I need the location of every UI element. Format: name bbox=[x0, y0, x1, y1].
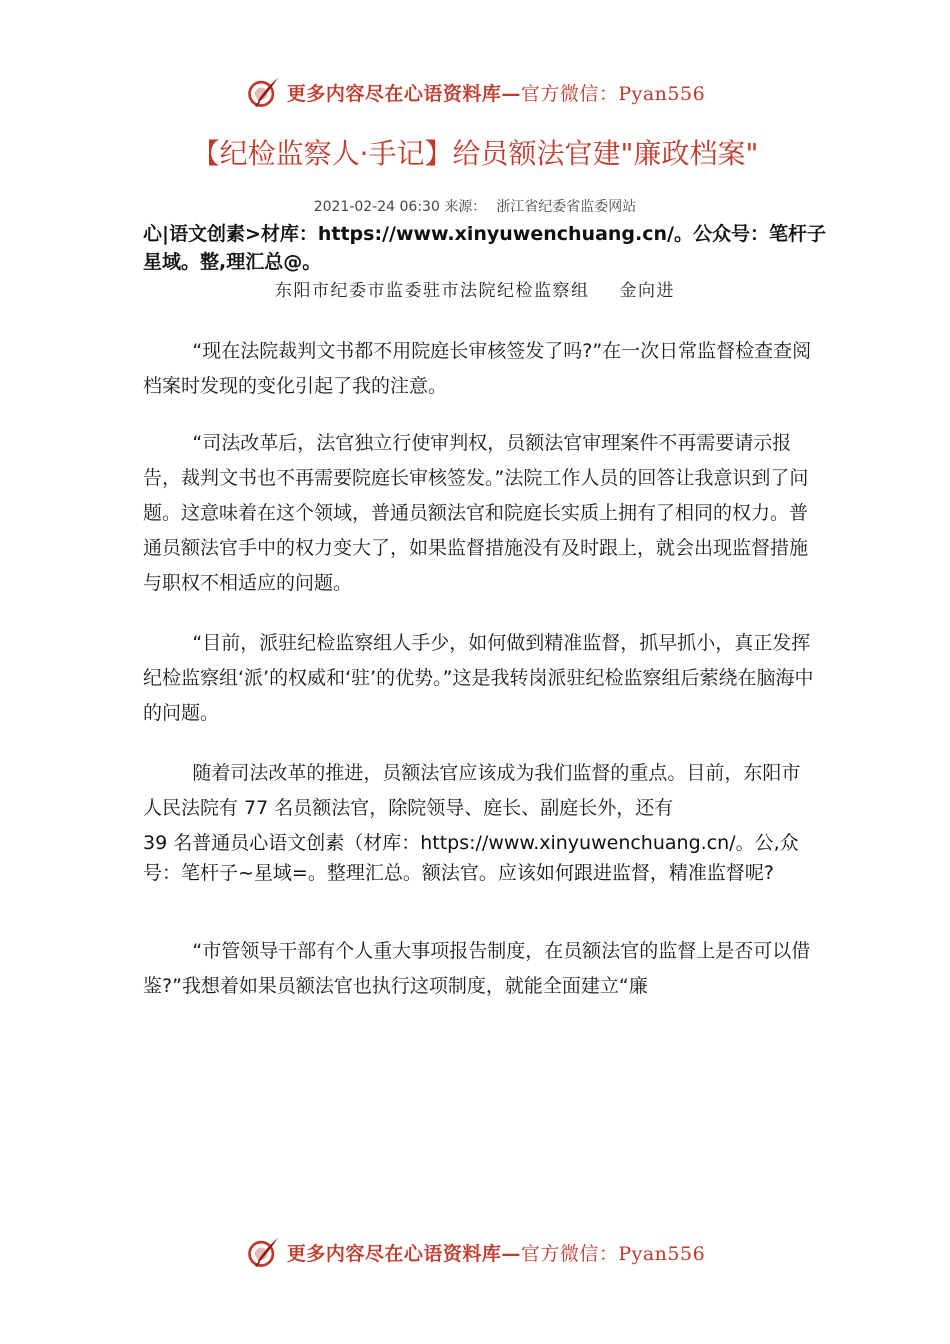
banner-contact: 官方微信：Pyan556 bbox=[520, 1242, 706, 1265]
source-label: 来源： bbox=[444, 199, 487, 215]
paragraph: “市管领导干部有个人重大事项报告制度，在员额法官的监督上是否可以借鉴?”我想着如果员额法官也执行这项制度，就能全面建立“廉 bbox=[143, 940, 811, 997]
watermark-text: 心|语文创素>材库：https://www.xinyuwenchuang.cn/。公众号：笔杆子星域。整,理汇总@。 bbox=[143, 223, 826, 273]
banner-text: 更多内容尽在心语资料库—官方微信：Pyan556 bbox=[286, 82, 706, 105]
quill-logo-icon bbox=[245, 74, 281, 110]
author-org: 东阳市纪委市监委驻市法院纪检监察组 bbox=[275, 281, 590, 301]
author-line bbox=[0, 276, 950, 301]
article-meta bbox=[0, 196, 950, 216]
article-datetime: 2021-02-24 06:30 bbox=[313, 199, 440, 215]
watermark-text: 39 名普通员心语文创素（材库：https://www.xinyuwenchuang.cn/。公,众号：笔杆子~星域=。整理汇总。额法官。应该如何跟进监督，精准监督呢? bbox=[143, 832, 799, 884]
footer-banner bbox=[0, 1232, 950, 1272]
header-banner bbox=[0, 72, 950, 112]
article-title: 【纪检监察人·手记】给员额法官建"廉政档案" bbox=[191, 137, 759, 170]
banner-text: 更多内容尽在心语资料库—官方微信：Pyan556 bbox=[286, 1242, 706, 1265]
banner-contact: 官方微信：Pyan556 bbox=[520, 82, 706, 105]
quill-logo-icon bbox=[245, 1234, 281, 1270]
article-source: 浙江省纪委省监委网站 bbox=[496, 199, 637, 215]
paragraph: 随着司法改革的推进，员额法官应该成为我们监督的重点。目前，东阳市人民法院有 77 名员额法官，除院领导、庭长、副庭长外，还有 bbox=[143, 762, 801, 819]
paragraph: “司法改革后，法官独立行使审判权，员额法官审理案件不再需要请示报告，裁判文书也不再需要院庭长审核签发。”法院工作人员的回答让我意识到了问题。这意味着在这个领域，普通员额法官和院庭长实质上拥有了相同的权力。普通员额法官手中的权力变大了，如果监督措施没有及时跟上，就会出现监督措施与职权不相适应的问题。 bbox=[143, 432, 809, 594]
author-name: 金向进 bbox=[619, 281, 675, 301]
paragraph: “现在法院裁判文书都不用院庭长审核签发了吗?”在一次日常监督检查查阅档案时发现的变化引起了我的注意。 bbox=[143, 340, 812, 397]
paragraph: “目前，派驻纪检监察组人手少，如何做到精准监督，抓早抓小，真正发挥纪检监察组‘派’的权威和‘驻’的优势。”这是我转岗派驻纪检监察组后萦绕在脑海中的问题。 bbox=[143, 632, 814, 724]
